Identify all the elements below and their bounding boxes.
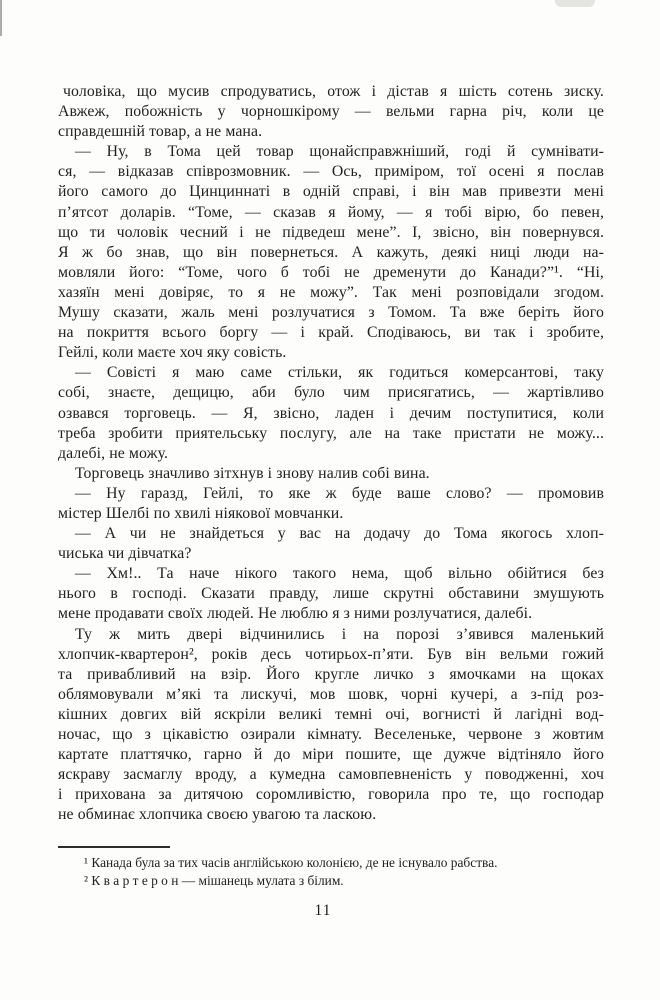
text-line: Гейлі, коли маєте хоч яку совість. [58,344,287,362]
text-line: далебі, не можу. [58,444,169,462]
scan-artifact-top-smudge [555,0,595,7]
text-line: Мушу сказати, жаль мені розлучатися з Томом. Та вже беріть його [58,304,604,322]
text-line: чиська чи дівчатка? [58,545,192,563]
paragraph [58,564,604,624]
footnote-separator [58,846,170,848]
text-line: — Совісті я маю саме стільки, як годиться комерсантові, таку [75,364,604,382]
text-line: треба зробити приятельську послугу, але на таке пристати не можу... [58,424,604,442]
footnote: ¹ Канада була за тих часів англійською колонією, де не існувало рабства. [84,855,498,870]
text-line: чоловіка, що мусив спродуватись, отож і дістав я шість сотень зиску. [63,83,604,100]
text-line: містер Шелбі по хвилі ніякової мовчанки. [58,504,344,522]
text-line: — А чи не знайдеться у вас на додачу до Тома якогось хлоп- [75,525,604,543]
paragraph [58,484,604,524]
text-line: яскраву засмаглу вроду, а кумедна самовпевненість у поводженні, хоч [58,766,604,784]
footnote: ² К в а р т е р о н — мішанець мулата з білим. [84,872,344,888]
text-line: Авжеж, побожність у чорношкірому — вельми гарна річ, коли це [58,103,604,121]
footnotes-list [58,854,604,889]
text-line: мене продавати своїх людей. Не люблю я з ними розлучатися, далебі. [58,605,533,623]
text-line: і прихована за дитячою соромливістю, говорила про те, що господар [58,786,604,804]
text-line: хазяїн мені довіряє, то я не можу”. Так мені розповідали згодом. [58,283,604,301]
paragraph [58,363,604,463]
paragraph [58,524,604,564]
paragraph [58,142,604,363]
text-line: не обминає хлопчика своєю увагою та ласкою. [58,806,377,824]
text-line: мовляли його: “Томе, чого б тобі не дременути до Канади?”¹. “Ні, [58,263,604,281]
text-line: що ти чоловік чесний і не підведеш мене”. І, звісно, він повернувся. [58,223,604,241]
text-line: собі, знаєте, дещицю, аби було чим присягатись, — жартівливо [58,384,604,402]
page-number: 11 [314,902,332,919]
body-text [58,82,604,825]
text-line: — Ну, в Тома цей товар щонайсправжніший, годі й сумнівати- [75,143,604,161]
text-line: ночас, що з цікавістю озирали кімнату. Веселеньке, червоне з жовтим [58,726,604,743]
text-line: картате платтячко, гарно й до міри пошите, ще дужче відтіняло його [58,746,604,764]
text-line: озвався торговець. — Я, звісно, ладен і дечим поступитися, коли [58,404,604,422]
text-line: Торговець значливо зітхнув і знову налив собі вина. [75,464,430,482]
text-line: справдешній товар, а не мана. [58,123,263,141]
text-line: — Ну гаразд, Гейлі, то яке ж буде ваше слово? — промовив [75,484,604,502]
text-line: Ту ж мить двері відчинились і на порозі з’явився маленький [75,625,604,643]
text-line: Я ж бо знав, що він повернеться. А кажуть, деякі ниці люди на- [58,243,604,261]
paragraph [58,625,604,826]
text-line: кішних довгих вій яскріли великі темні очі, вогнисті й лагідні вод- [58,705,604,723]
text-line: ся, — відказав співрозмовник. — Ось, приміром, тої осені я послав [58,163,604,181]
text-line: на покриття всього боргу — і край. Сподіваюсь, ви так і зробите, [58,324,604,342]
text-line: — Хм!.. Та наче нікого такого нема, щоб вільно обійтися без [75,565,604,583]
text-line: його самого до Цинциннаті в одній справі, і він мав привезти мені [58,183,604,201]
paragraph [58,464,604,484]
text-line: нього в господі. Сказати правду, лише скрутні обставини змушують [58,585,604,603]
text-line: та привабливий на взір. Його кругле личко з ямочками на щоках [58,665,604,683]
text-line: хлопчик-квартерон², років десь чотирьох-п’яти. Був він вельми гожий [58,645,604,663]
text-line: облямовували м’які та лискучі, мов шовк, чорні кучері, а з-під роз- [58,685,604,703]
paragraph [58,82,604,142]
scan-artifact-left-edge [0,0,2,36]
text-line: п’ятсот доларів. “Томе, — сказав я йому, — я тобі вірю, бо певен, [58,203,604,221]
